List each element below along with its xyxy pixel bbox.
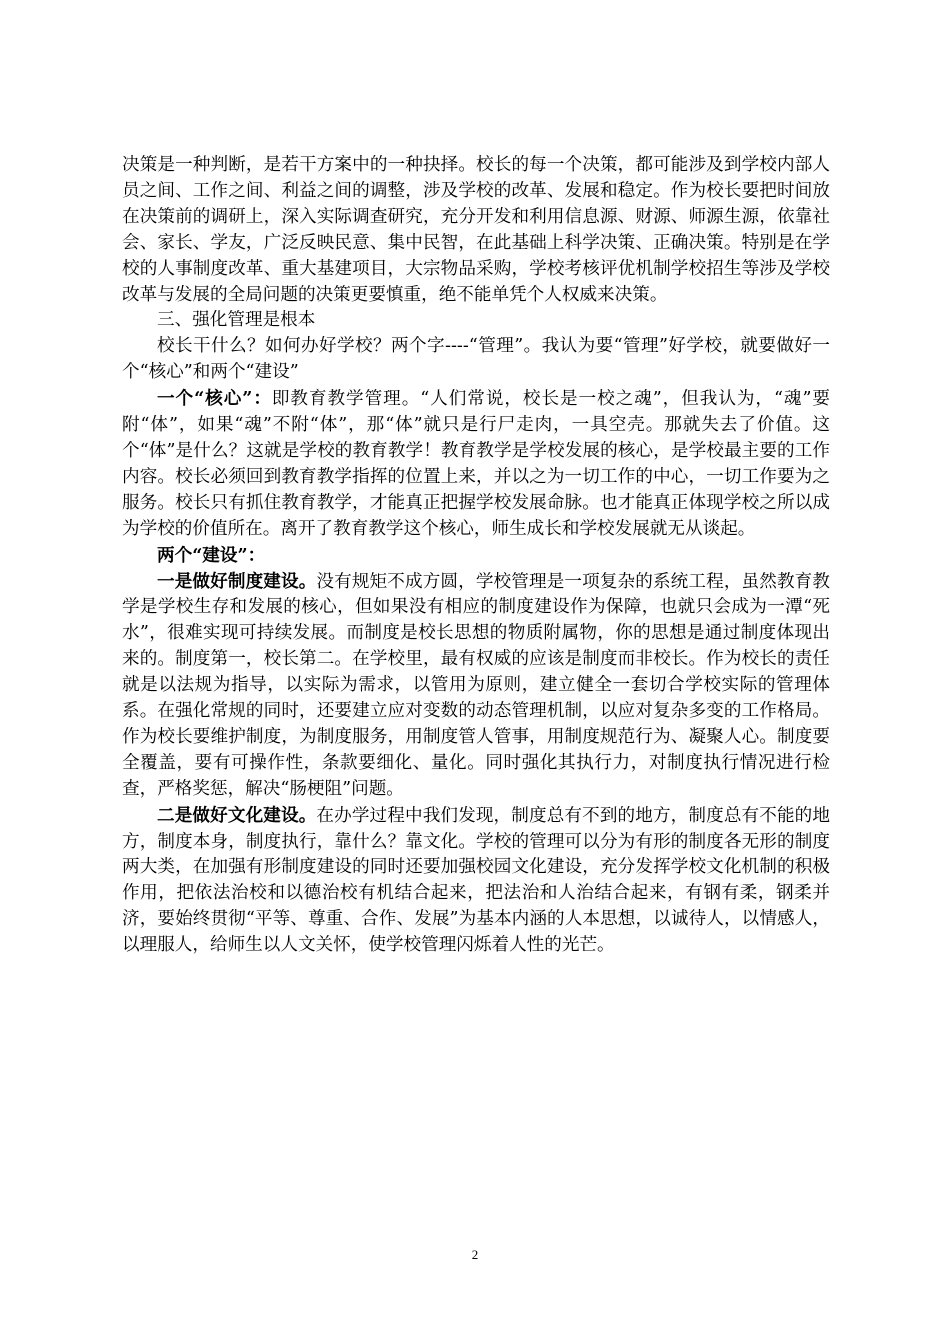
body-text	[122, 153, 830, 959]
paragraph-management-intro: 校长干什么？如何办好学校？两个字----“管理”。我认为要“管理”好学校，就要做好一个“核心”和两个“建设”	[122, 336, 830, 383]
two-construction-heading: 两个“建设”：	[157, 544, 266, 566]
system-label: 一是做好制度建设。	[157, 570, 317, 592]
culture-label: 二是做好文化建设。	[157, 804, 317, 826]
paragraph-decision: 决策是一种判断，是若干方案中的一种抉择。校长的每一个决策，都可能涉及到学校内部人员之间、工作之间、利益之间的调整，涉及学校的改革、发展和稳定。作为校长要把时间放在决策前的调研上，深入实际调查研究，充分开发和利用信息源、财源、师源生源，依靠社会、家长、学友，广泛反映民意、集中民智，在此基础上科学决策、正确决策。特别是在学校的人事制度改革、重大基建项目，大宗物品采购，学校考核评优机制学校招生等涉及学校改革与发展的全局问题的决策更要慎重，绝不能单凭个人权威来决策。	[122, 155, 830, 305]
section-heading-3: 三、强化管理是根本	[157, 310, 316, 331]
culture-text: 在办学过程中我们发现，制度总有不到的地方，制度总有不能的地方，制度本身，制度执行，靠什么？靠文化。学校的管理可以分为有形的制度各无形的制度两大类，在加强有形制度建设的同时还要加强校园文化建设，充分发挥学校文化机制的积极作用，把依法治校和以德治校有机结合起来，把法治和人治结合起来，有钢有柔，钢柔并济，要始终贯彻“平等、尊重、合作、发展”为基本内涵的人本思想，以诚待人，以情感人，以理服人，给师生以人文关怀，使学校管理闪烁着人性的光芒。	[122, 805, 830, 956]
system-text: 没有规矩不成方圆，学校管理是一项复杂的系统工程，虽然教育教学是学校生存和发展的核心，但如果没有相应的制度建设作为保障，也就只会成为一潭“死水”，很难实现可持续发展。而制度是校长思想的物质附属物，你的思想是通过制度体现出来的。制度第一，校长第二。在学校里，最有权威的应该是制度而非校长。作为校长的责任就是以法规为指导，以实际为需求，以管用为原则，建立健全一套切合学校实际的管理体系。在强化常规的同时，还要建立应对变数的动态管理机制，以应对复杂多变的工作格局。作为校长要维护制度，为制度服务，用制度管人管事，用制度规范行为、凝聚人心。制度要全覆盖，要有可操作性，条款要细化、量化。同时强化其执行力，对制度执行情况进行检查，严格奖惩，解决“肠梗阻”问题。	[122, 571, 830, 799]
core-text: 即教育教学管理。“人们常说，校长是一校之魂”，但我认为，“魂”要附“体”，如果“魂”不附“体”，那“体”就只是行尸走肉，一具空壳。那就失去了价值。这个“体”是什么？这就是学校的教育教学！教育教学是学校发展的核心，是学校最主要的工作内容。校长必须回到教育教学指挥的位置上来，并以之为一切工作的中心，一切工作要为之服务。校长只有抓住教育教学，才能真正把握学校发展命脉。也才能真正体现学校之所以成为学校的价值所在。离开了教育教学这个核心，师生成长和学校发展就无从谈起。	[122, 389, 830, 539]
core-label: 一个“核心”：	[157, 388, 272, 410]
page-number: 2	[471, 1247, 479, 1262]
paragraph-core	[122, 386, 830, 542]
paragraph-culture-construction	[122, 803, 830, 959]
paragraph-system-construction	[122, 569, 830, 803]
